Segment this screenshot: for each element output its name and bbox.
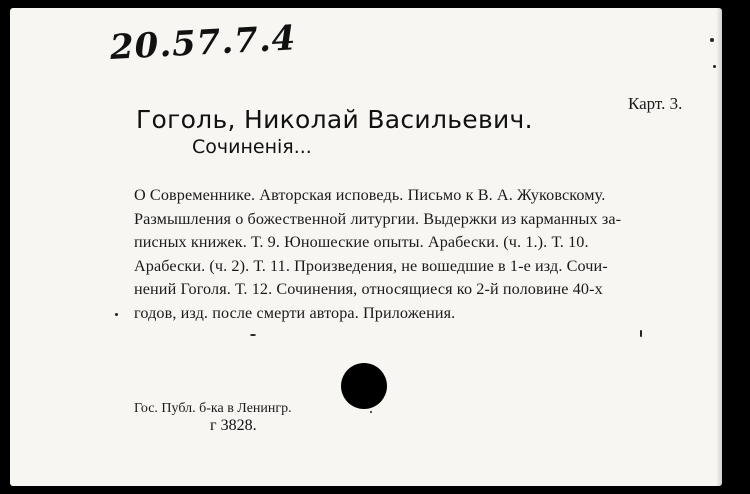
contents-line: нений Гоголя. Т. 12. Сочинения, относящиеся ко 2-й половине 40-х	[134, 280, 603, 298]
shelf-mark: г 3828.	[210, 417, 257, 434]
contents-line: Размышления о божественной литургии. Выдержки из карманных за-	[134, 209, 622, 228]
scan-speck	[370, 411, 372, 413]
library-stamp: Гос. Публ. б-ка в Ленингр.	[134, 401, 292, 416]
scan-speck	[713, 65, 716, 68]
scan-speck	[710, 38, 714, 42]
scan-speck	[250, 334, 256, 336]
contents-description	[134, 184, 714, 325]
contents-line: годов, изд. после смерти автора. Приложения.	[134, 303, 456, 322]
catalog-card	[10, 8, 722, 486]
contents-line: писных книжек. Т. 9. Юношеские опыты. Арабески. (ч. 1.). Т. 10.	[134, 233, 589, 251]
contents-line: Арабески. (ч. 2). Т. 11. Произведения, не вошедшие в 1-е изд. Сочи-	[134, 256, 608, 275]
handwritten-call-number: 20.57.7.4	[108, 18, 298, 68]
scan-speck	[640, 330, 642, 337]
card-number: Карт. 3.	[628, 94, 683, 113]
author-heading: Гоголь, Николай Васильевич.	[136, 105, 533, 134]
contents-line: О Современнике. Авторская исповедь. Письмо к В. А. Жуковскому.	[134, 186, 606, 204]
scan-speck	[115, 313, 118, 316]
punch-hole	[341, 363, 387, 409]
work-title: Сочиненія...	[192, 136, 312, 158]
card-edge-shadow	[716, 8, 722, 486]
